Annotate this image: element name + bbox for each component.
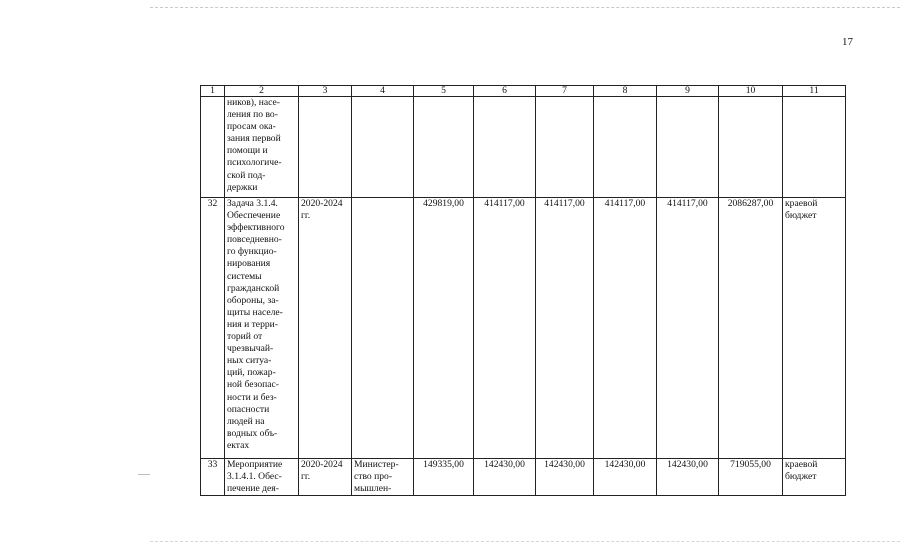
row-number-cell xyxy=(201,97,225,198)
header-cell: 4 xyxy=(352,86,414,97)
header-cell: 11 xyxy=(783,86,846,97)
row-source-cell: краевой бюджет xyxy=(783,198,846,459)
row-source-cell xyxy=(783,97,846,198)
row-value-cell xyxy=(594,97,657,198)
scan-margin-mark xyxy=(138,474,150,475)
row-value-cell: 414117,00 xyxy=(474,198,536,459)
row-name-cell: Задача 3.1.4. Обеспечение эффективного повседневно- го функцио- нирования системы гражданской обороны, за- щиты населе- ния и терри- торий от чрезвычай- ных ситуа- ций, пожар- ной безопас- ности и без- опасности людей на водных объ- ектах xyxy=(225,198,299,459)
row-source-cell: краевой бюджет xyxy=(783,459,846,496)
row-total-cell: 2086287,00 xyxy=(719,198,783,459)
scan-edge-bottom xyxy=(150,541,900,542)
row-executor-cell xyxy=(352,97,414,198)
row-value-cell xyxy=(657,97,719,198)
page-number: 17 xyxy=(842,36,853,48)
row-total-cell xyxy=(719,97,783,198)
row-value-cell: 149335,00 xyxy=(414,459,474,496)
header-cell: 10 xyxy=(719,86,783,97)
table-row xyxy=(201,97,846,198)
budget-table xyxy=(200,85,846,496)
row-value-cell xyxy=(536,97,594,198)
header-cell: 1 xyxy=(201,86,225,97)
row-value-cell: 142430,00 xyxy=(657,459,719,496)
row-value-cell: 142430,00 xyxy=(536,459,594,496)
row-value-cell: 142430,00 xyxy=(474,459,536,496)
row-period-cell: 2020-2024 гг. xyxy=(299,459,352,496)
row-value-cell: 414117,00 xyxy=(657,198,719,459)
row-executor-cell xyxy=(352,198,414,459)
row-period-cell: 2020-2024 гг. xyxy=(299,198,352,459)
header-cell: 7 xyxy=(536,86,594,97)
header-cell: 9 xyxy=(657,86,719,97)
row-value-cell: 429819,00 xyxy=(414,198,474,459)
scan-edge-top xyxy=(150,7,900,8)
row-value-cell: 414117,00 xyxy=(594,198,657,459)
row-total-cell: 719055,00 xyxy=(719,459,783,496)
table-row xyxy=(201,459,846,496)
row-name-cell: ников), насе- ления по во- просам ока- зания первой помощи и психологиче- ской под- держки xyxy=(225,97,299,198)
header-cell: 8 xyxy=(594,86,657,97)
table-row xyxy=(201,198,846,459)
row-value-cell: 414117,00 xyxy=(536,198,594,459)
row-executor-cell: Министер- ство про- мышлен- xyxy=(352,459,414,496)
row-value-cell xyxy=(414,97,474,198)
header-cell: 2 xyxy=(225,86,299,97)
row-period-cell xyxy=(299,97,352,198)
row-number-cell: 32 xyxy=(201,198,225,459)
header-cell: 6 xyxy=(474,86,536,97)
row-value-cell xyxy=(474,97,536,198)
table-header-row xyxy=(201,86,846,97)
header-cell: 5 xyxy=(414,86,474,97)
row-value-cell: 142430,00 xyxy=(594,459,657,496)
header-cell: 3 xyxy=(299,86,352,97)
row-name-cell: Мероприятие 3.1.4.1. Обес- печение дея- xyxy=(225,459,299,496)
row-number-cell: 33 xyxy=(201,459,225,496)
